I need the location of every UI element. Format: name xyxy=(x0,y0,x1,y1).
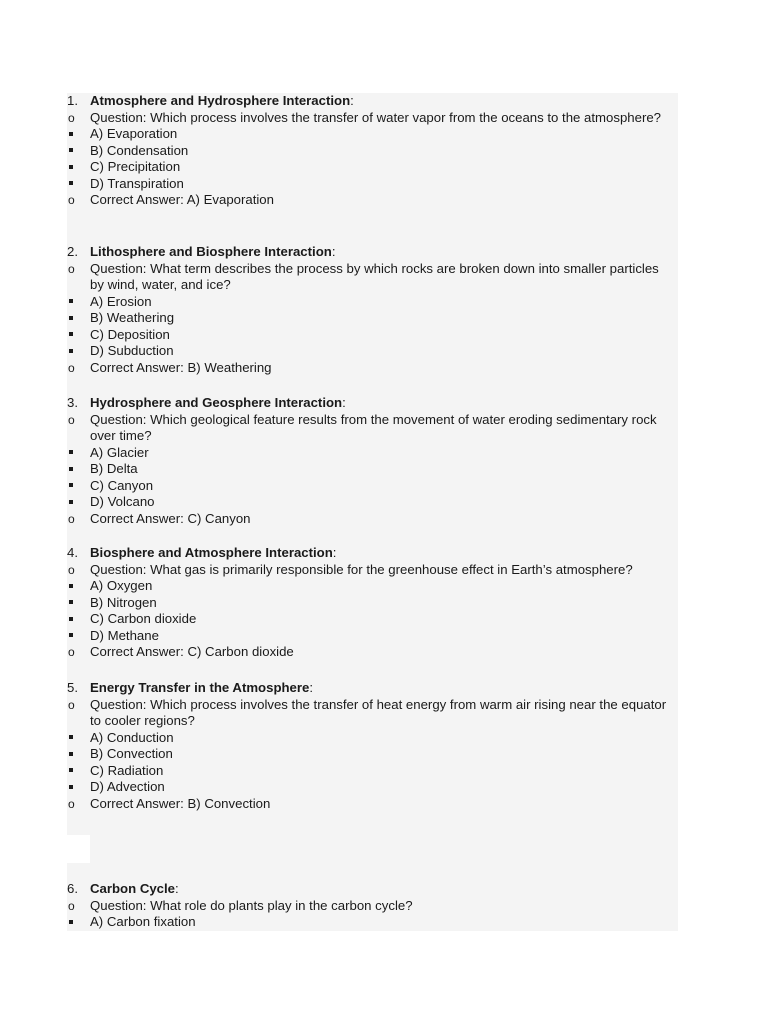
title-colon: : xyxy=(175,881,179,896)
option-label: C) Precipitation xyxy=(90,159,181,174)
circle-bullet-icon: o xyxy=(68,511,75,526)
option-item xyxy=(67,494,667,511)
circle-bullet-icon: o xyxy=(68,261,75,276)
title-colon: : xyxy=(342,395,346,410)
question-text xyxy=(67,562,667,579)
option-label: C) Radiation xyxy=(90,762,164,778)
square-bullet-icon xyxy=(69,500,73,504)
square-bullet-icon xyxy=(69,132,73,136)
title-colon: : xyxy=(309,680,314,695)
question-label: Question: Which geological feature results from the movement of water eroding sedimentary rock over time? xyxy=(90,411,657,443)
option-label: D) Transpiration xyxy=(90,175,184,191)
answer-label: Correct Answer: B) Convection xyxy=(90,795,271,811)
option-item xyxy=(67,595,667,612)
option-label: C) Carbon dioxide xyxy=(90,611,197,626)
option-item xyxy=(67,578,667,595)
option-item xyxy=(67,746,667,763)
question-label: Question: What role do plants play in the carbon cycle? xyxy=(90,897,413,913)
question-text xyxy=(67,898,667,915)
option-label: A) Erosion xyxy=(90,293,152,309)
circle-bullet-icon: o xyxy=(68,193,75,207)
option-label: D) Subduction xyxy=(90,343,174,358)
section-title: Hydrosphere and Geosphere Interaction xyxy=(90,395,343,410)
answer-label: Correct Answer: B) Weathering xyxy=(90,359,272,375)
option-item xyxy=(67,343,667,360)
square-bullet-icon xyxy=(69,349,73,353)
option-label: D) Advection xyxy=(90,779,165,794)
square-bullet-icon xyxy=(69,920,73,924)
section-title: Carbon Cycle xyxy=(90,881,176,896)
section-title: Lithosphere and Biosphere Interaction xyxy=(90,244,332,259)
question-label: Question: Which process involves the transfer of water vapor from the oceans to the atmosphere? xyxy=(90,109,662,125)
option-item xyxy=(67,176,667,193)
answer-text xyxy=(67,644,667,661)
option-item xyxy=(67,294,667,311)
circle-bullet-icon: o xyxy=(68,697,75,712)
square-bullet-icon xyxy=(69,785,73,789)
square-bullet-icon xyxy=(69,148,73,152)
option-label: B) Condensation xyxy=(90,142,189,158)
square-bullet-icon xyxy=(69,181,73,185)
answer-text xyxy=(67,192,667,209)
section-number: 3. xyxy=(67,395,78,410)
option-label: B) Delta xyxy=(90,461,138,476)
square-bullet-icon xyxy=(69,332,73,336)
option-label: A) Conduction xyxy=(90,729,174,745)
section-number: 2. xyxy=(67,244,78,259)
section-title: Energy Transfer in the Atmosphere xyxy=(90,680,310,695)
question-label: Question: What gas is primarily responsible for the greenhouse effect in Earth’s atmosphere? xyxy=(90,561,633,577)
title-colon: : xyxy=(332,545,337,560)
square-bullet-icon xyxy=(69,165,73,169)
question-section-2 xyxy=(67,244,667,376)
section-number: 6. xyxy=(67,881,78,896)
option-item xyxy=(67,763,667,780)
option-label: B) Nitrogen xyxy=(90,594,157,610)
square-bullet-icon xyxy=(69,768,73,772)
circle-bullet-icon: o xyxy=(68,360,75,375)
section-title: Atmosphere and Hydrosphere Interaction xyxy=(90,93,351,108)
option-label: D) Methane xyxy=(90,627,159,643)
question-section-6 xyxy=(67,881,667,931)
question-text xyxy=(67,412,667,445)
question-label: Question: What term describes the process by which rocks are broken down into smaller particles by wind, water, and ice? xyxy=(90,260,659,292)
section-heading xyxy=(67,881,667,898)
option-label: B) Weathering xyxy=(90,310,175,325)
section-heading xyxy=(67,93,667,110)
question-text xyxy=(67,261,667,294)
option-label: C) Deposition xyxy=(90,326,170,342)
answer-text xyxy=(67,360,667,377)
square-bullet-icon xyxy=(69,450,73,454)
option-item xyxy=(67,159,667,176)
square-bullet-icon xyxy=(69,735,73,739)
square-bullet-icon xyxy=(69,467,73,471)
option-label: A) Oxygen xyxy=(90,578,153,593)
section-title: Biosphere and Atmosphere Interaction xyxy=(90,545,333,560)
option-label: A) Glacier xyxy=(90,444,149,460)
option-item xyxy=(67,327,667,344)
option-label: A) Evaporation xyxy=(90,126,178,141)
section-number: 1. xyxy=(67,93,78,108)
option-item xyxy=(67,478,667,495)
title-colon: : xyxy=(331,244,336,259)
option-label: A) Carbon fixation xyxy=(90,914,196,929)
section-heading xyxy=(67,244,667,261)
title-colon: : xyxy=(350,93,354,108)
circle-bullet-icon: o xyxy=(68,898,75,913)
option-item xyxy=(67,914,667,931)
question-section-1 xyxy=(67,93,667,209)
square-bullet-icon xyxy=(69,600,73,604)
option-item xyxy=(67,730,667,747)
square-bullet-icon xyxy=(69,584,73,588)
square-bullet-icon xyxy=(69,483,73,487)
option-label: C) Canyon xyxy=(90,477,154,493)
question-label: Question: Which process involves the transfer of heat energy from warm air rising near the equator to cooler regions? xyxy=(90,696,667,728)
circle-bullet-icon: o xyxy=(68,412,75,427)
option-label: B) Convection xyxy=(90,746,173,761)
question-section-4 xyxy=(67,545,667,661)
option-item xyxy=(67,628,667,645)
option-item xyxy=(67,143,667,160)
option-item xyxy=(67,126,667,143)
answer-label: Correct Answer: A) Evaporation xyxy=(90,192,274,207)
square-bullet-icon xyxy=(69,633,73,637)
square-bullet-icon xyxy=(69,316,73,320)
square-bullet-icon xyxy=(69,752,73,756)
section-number: 4. xyxy=(67,545,78,560)
answer-label: Correct Answer: C) Carbon dioxide xyxy=(90,644,294,659)
question-text xyxy=(67,110,667,127)
section-heading xyxy=(67,545,667,562)
circle-bullet-icon: o xyxy=(68,645,75,659)
option-item xyxy=(67,310,667,327)
answer-text xyxy=(67,511,667,528)
circle-bullet-icon: o xyxy=(68,562,75,577)
square-bullet-icon xyxy=(69,617,73,621)
option-label: D) Volcano xyxy=(90,494,155,509)
circle-bullet-icon: o xyxy=(68,796,75,811)
question-section-5 xyxy=(67,680,667,812)
question-section-3 xyxy=(67,395,667,527)
section-number: 5. xyxy=(67,680,78,695)
option-item xyxy=(67,461,667,478)
option-item xyxy=(67,611,667,628)
answer-text xyxy=(67,796,667,813)
circle-bullet-icon: o xyxy=(68,110,75,125)
section-heading xyxy=(67,395,667,412)
square-bullet-icon xyxy=(69,299,73,303)
answer-label: Correct Answer: C) Canyon xyxy=(90,510,251,526)
option-item xyxy=(67,779,667,796)
question-text xyxy=(67,697,667,730)
section-heading xyxy=(67,680,667,697)
option-item xyxy=(67,445,667,462)
